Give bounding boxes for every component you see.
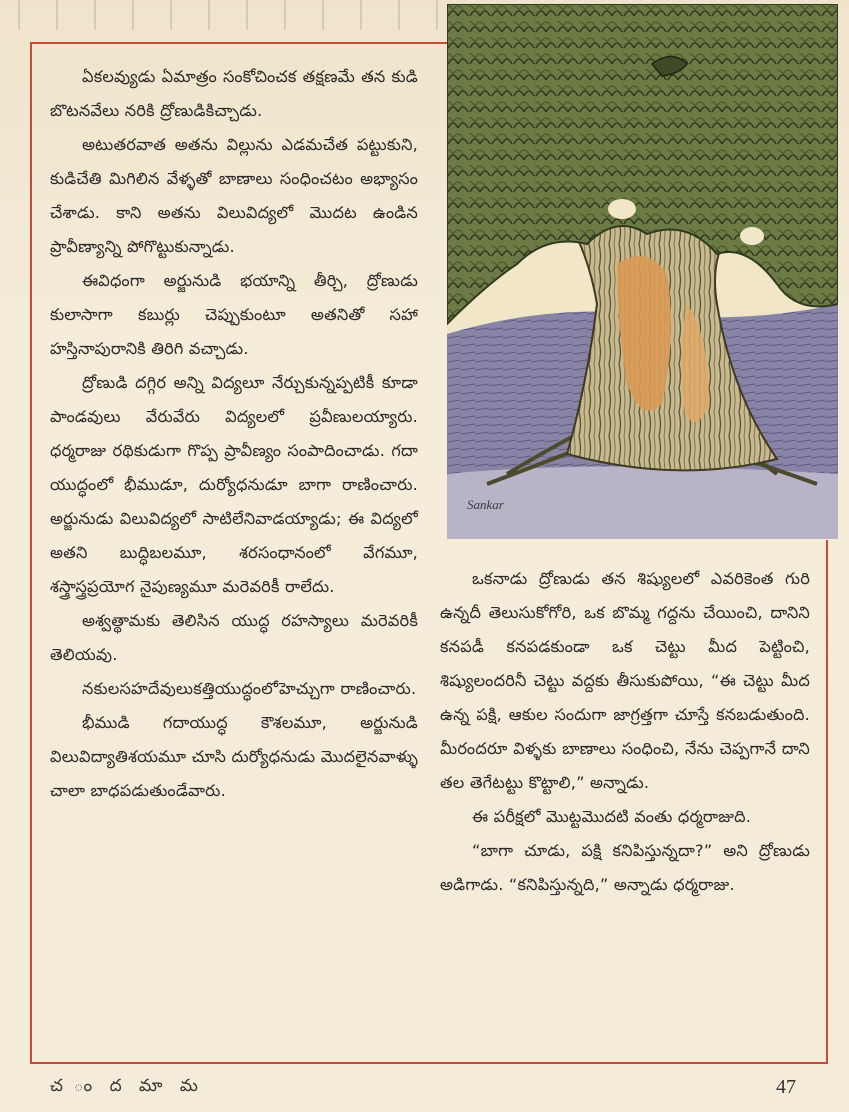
paragraph: ద్రోణుడి దగ్గిర అన్ని విద్యలూ నేర్చుకున్నప్పటికీ కూడా పాండవులు వేరువేరు విద్యలలో ప్రవీణులయ్యారు. ధర్మరాజు రథికుడుగా గొప్ప ప్రావీణ్యం సంపాదించాడు. గదా యుద్ధంలో భీముడూ, దుర్యోధనుడూ బాగా రాణించారు. అర్జునుడు విలువిద్యలో సాటిలేనివాడయ్యాడు; ఈ విద్యలో అతని బుద్ధిబలమూ, శరసంధానంలో వేగమూ, శస్త్రాస్త్రప్రయోగ నైపుణ్యమూ మరెవరికీ రాలేదు. — [50, 373, 418, 596]
paragraph: ఏకలవ్యుడు ఏమాత్రం సంకోచించక తక్షణమే తన కుడి బొటనవేలు నరికి ద్రోణుడికిచ్చాడు. — [50, 67, 418, 120]
left-text-column — [50, 60, 418, 808]
tree-illustration — [447, 4, 838, 539]
paragraph: అటుతరవాత అతను విల్లును ఎడమచేత పట్టుకుని, కుడిచేతి మిగిలిన వేళ్ళతో బాణాలు సంధించటం అభ్యాసం చేశాడు. కాని అతను విలువిద్యలో మొదట ఉండిన ప్రావీణ్యాన్ని పోగొట్టుకున్నాడు. — [50, 135, 418, 256]
frame-border-bottom — [30, 1062, 828, 1064]
frame-border-top — [30, 42, 447, 44]
paragraph: భీముడి గదాయుద్ధ కౌశలమూ, అర్జునుడి విలువిద్యాతిశయమూ చూసి దుర్యోధనుడు మొదలైనవాళ్ళు చాలా బాధపడుతుండేవారు. — [50, 713, 418, 800]
paragraph: ఈవిధంగా అర్జునుడి భయాన్ని తీర్చి, ద్రోణుడు కులాసాగా కబుర్లు చెప్పుకుంటూ అతనితో సహా హస్తినాపురానికి తిరిగి వచ్చాడు. — [50, 271, 418, 358]
paragraph: “బాగా చూడు, పక్షి కనిపిస్తున్నదా?” అని ద్రోణుడు అడిగాడు. “కనిపిస్తున్నది,” అన్నాడు ధర్మరాజు. — [440, 841, 810, 894]
artist-signature: Sankar — [467, 497, 504, 512]
magazine-title: చ ం ద మా మ — [50, 1076, 204, 1096]
page-edge-marks — [0, 0, 450, 30]
frame-border-right — [826, 540, 828, 1064]
frame-border-left — [30, 42, 32, 1064]
paragraph: నకులసహదేవులుకత్తియుద్ధంలోహెచ్చుగా రాణించారు. — [82, 679, 417, 698]
page-number: 47 — [776, 1076, 796, 1098]
paragraph: ఈ పరీక్షలో మొట్టమొదటి వంతు ధర్మరాజుది. — [472, 807, 752, 826]
right-text-column — [440, 562, 810, 902]
paragraph: ఒకనాడు ద్రోణుడు తన శిష్యులలో ఎవరికెంత గురి ఉన్నదీ తెలుసుకోగోరి, ఒక బొమ్మ గద్దను చేయించి, దానిని కనపడీ కనపడకుండా ఒక చెట్టు మీద పెట్టించి, శిష్యులందరినీ చెట్టు వద్దకు తీసుకుపోయి, “ఈ చెట్టు మీద ఉన్న పక్షి, ఆకుల సందుగా జాగ్రత్తగా చూస్తే కనబడుతుంది. మీరందరూ విళ్ళకు బాణాలు సంధించి, నేను చెప్పగానే దాని తల తెగేటట్టు కొట్టాలి,” అన్నాడు. — [440, 569, 810, 792]
paragraph: అశ్వత్థామకు తెలిసిన యుద్ధ రహస్యాలు మరెవరికీ తెలియవు. — [50, 611, 418, 664]
banyan-tree-image — [447, 4, 838, 539]
